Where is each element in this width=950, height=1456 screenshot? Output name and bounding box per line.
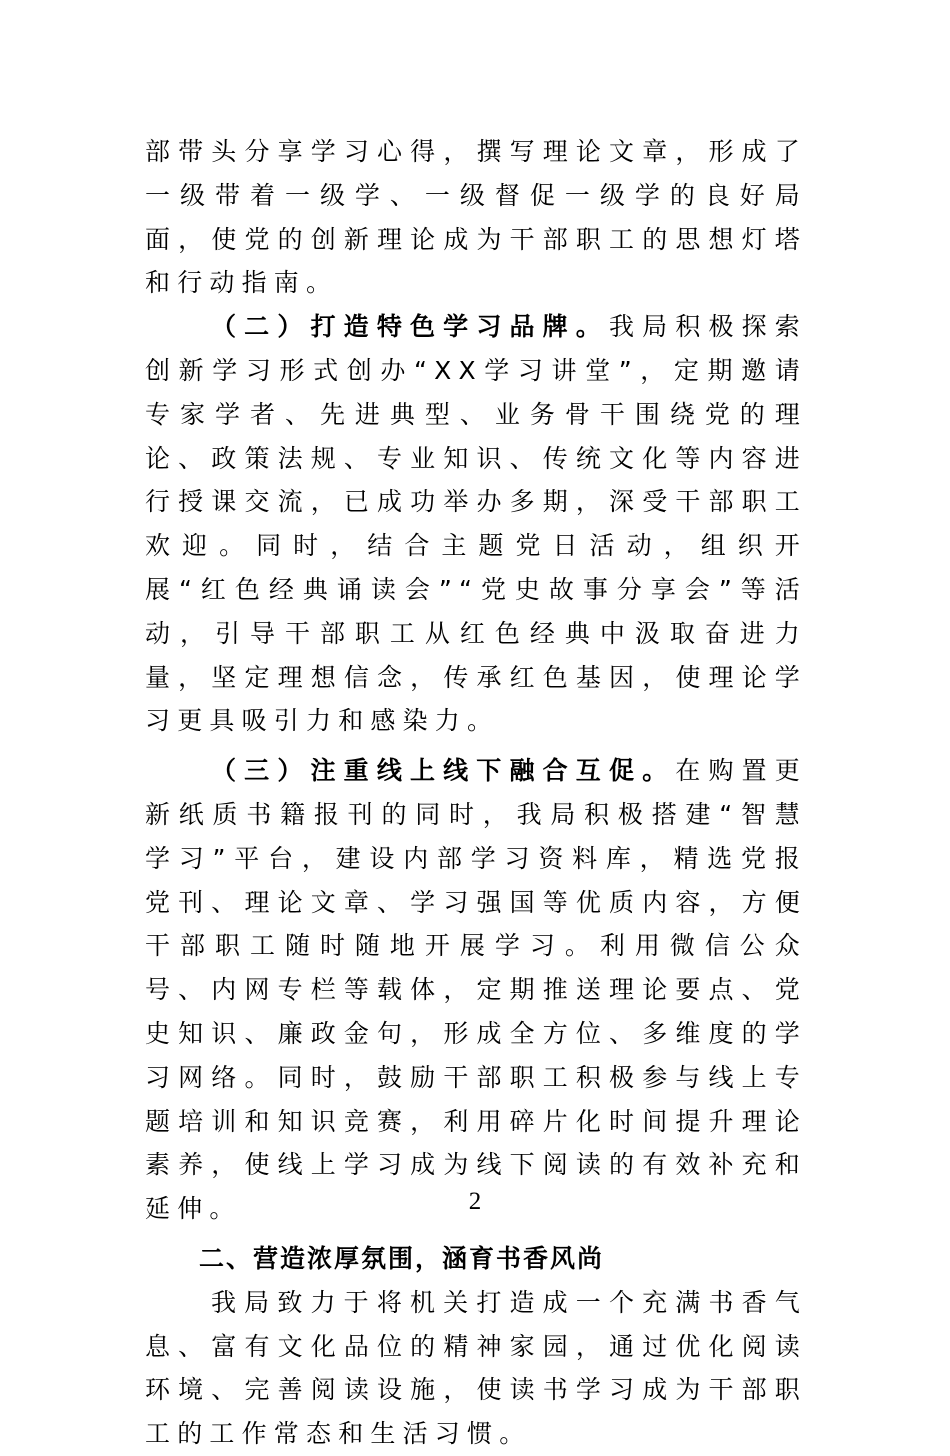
paragraph-section-intro [145, 1281, 807, 1456]
section-heading: 二、营造浓厚氛围，涵育书香风尚 [199, 1243, 605, 1273]
subheading-online-offline: （三）注重线上线下融合互促。 [211, 756, 676, 786]
page-number: 2 [468, 1188, 482, 1215]
paragraph-continuation [145, 130, 807, 305]
page-body [145, 130, 807, 1456]
paragraph-text: 部带头分享学习心得，撰写理论文章，形成了一级带着一级学、一级督促一级学的良好局面，使党的创新理论成为干部职工的思想灯塔和行动指南。 [145, 137, 807, 298]
paragraph-learning-brand [145, 305, 807, 743]
paragraph-text: 在购置更新纸质书籍报刊的同时，我局积极搭建“智慧学习”平台，建设内部学习资料库，精选党报党刊、理论文章、学习强国等优质内容，方便干部职工随时随地开展学习。利用微信公众号、内网专栏等载体，定期推送理论要点、党史知识、廉政金句，形成全方位、多维度的学习网络。同时，鼓励干部职工积极参与线上专题培训和知识竞赛，利用碎片化时间提升理论素养，使线上学习成为线下阅读的有效补充和延伸。 [145, 756, 807, 1224]
paragraph-text: 我局积极探索创新学习形式创办“XX学习讲堂”，定期邀请专家学者、先进典型、业务骨干围绕党的理论、政策法规、专业知识、传统文化等内容进行授课交流，已成功举办多期，深受干部职工欢迎。同时，结合主题党日活动，组织开展“红色经典诵读会”“党史故事分享会”等活动，引导干部职工从红色经典中汲取奋进力量，坚定理想信念，传承红色基因，使理论学习更具吸引力和感染力。 [145, 312, 808, 736]
paragraph-online-offline [145, 749, 807, 1231]
subheading-learning-brand: （二）打造特色学习品牌。 [211, 312, 609, 342]
paragraph-text: 我局致力于将机关打造成一个充满书香气息、富有文化品位的精神家园，通过优化阅读环境、完善阅读设施，使读书学习成为干部职工的工作常态和生活习惯。 [145, 1287, 807, 1449]
